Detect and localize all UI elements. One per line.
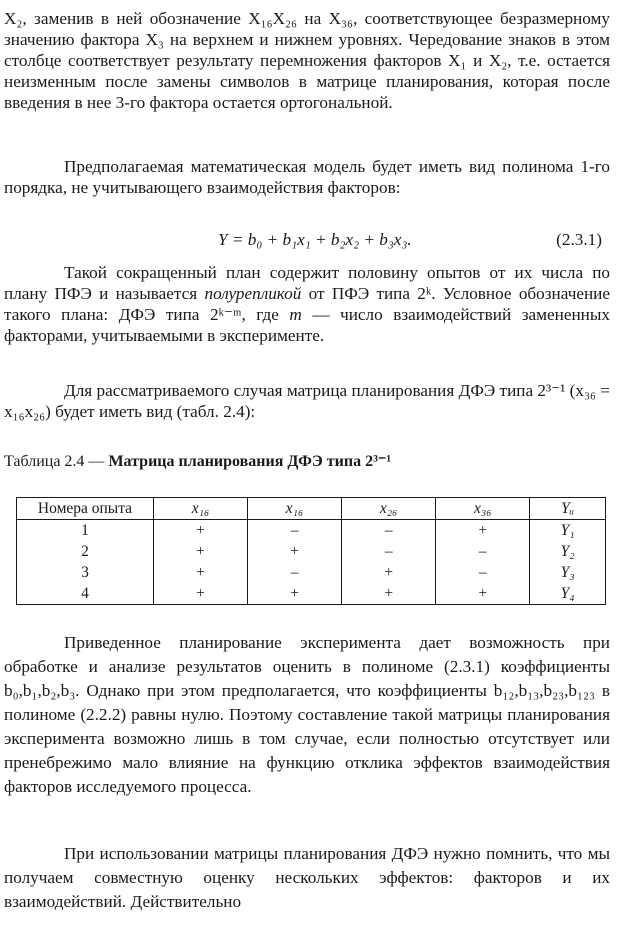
equation-number: (2.3.1) xyxy=(556,230,602,249)
text-run: от ПФЭ типа 2ᵏ. Условное обозначение такого плана: ДФЭ типа 2ᵏ⁻ᵐ, где xyxy=(4,284,610,324)
header-experiment-number: Номера опыта xyxy=(17,498,154,520)
table-cell: 4 xyxy=(17,583,154,605)
header-x3: x₃₆ xyxy=(436,498,530,520)
paragraph-text: Для рассматриваемого случая матрица планирования ДФЭ типа 2³⁻¹ (x₃₆ = x₁₆x₂₆) будет иметь вид (табл. 2.4): xyxy=(4,381,610,421)
table-cell: + xyxy=(154,562,248,583)
paragraph-matrix-intro xyxy=(4,380,610,422)
table-cell: 1 xyxy=(17,520,154,542)
paragraph-text xyxy=(4,262,610,346)
table-cell: + xyxy=(154,541,248,562)
table-cell: Y₄ xyxy=(530,583,606,605)
text-run: — число взаимодействий замененных факторами, учитываемыми в эксперименте. xyxy=(4,305,610,345)
table-cell: + xyxy=(154,583,248,605)
header-x2: x₂₆ xyxy=(342,498,436,520)
table-cell: Y₂ xyxy=(530,541,606,562)
table-row xyxy=(17,562,606,583)
table-row xyxy=(17,583,606,605)
paragraph-factor-replacement xyxy=(4,8,610,113)
table-cell: + xyxy=(154,520,248,542)
table-caption xyxy=(4,451,391,471)
table-cell: – xyxy=(436,562,530,583)
table-cell: 2 xyxy=(17,541,154,562)
paragraph-text: Приведенное планирование эксперимента дает возможность при обработке и анализе результатов оценить в полиноме (2.3.1) коэффициенты b₀,b₁,b₂,b₃. Однако при этом предполагается, что коэффициенты b₁₂,b₁₃,b₂₃,b₁₂₃ в полиноме (2.2.2) равны нулю. Поэтому составление такой матрицы планирования эксперимента возможно лишь в том случае, если полностью отсутствует или пренебрежимо мало влияние на функцию отклика эффектов взаимодействия факторов исследуемого процесса. xyxy=(4,633,610,796)
header-x0: x₁₆ xyxy=(154,498,248,520)
table-cell: – xyxy=(248,520,342,542)
table-header-row xyxy=(17,498,606,520)
variable-m: m xyxy=(289,305,302,324)
term-half-replica: полурепликой xyxy=(204,284,302,303)
table-cell: + xyxy=(342,583,436,605)
equation-expression: Y = b₀ + b₁x₁ + b₂x₂ + b₃x₃. xyxy=(218,230,412,249)
table-row xyxy=(17,520,606,542)
table-cell: – xyxy=(436,541,530,562)
table-cell: + xyxy=(248,541,342,562)
paragraph-model-description xyxy=(4,156,610,198)
table-cell: + xyxy=(342,562,436,583)
header-response: Yᵤ xyxy=(530,498,606,520)
header-x1: x₁₆ xyxy=(248,498,342,520)
table-cell: 3 xyxy=(17,562,154,583)
text-run: Такой сокращенный план содержит половину опытов от их числа по плану ПФЭ и называется xyxy=(4,263,610,303)
table-cell: – xyxy=(342,520,436,542)
table-caption-prefix: Таблица 2.4 — xyxy=(4,453,109,470)
table-cell: + xyxy=(436,520,530,542)
paragraph-joint-estimate xyxy=(4,842,610,914)
paragraph-half-replica xyxy=(4,262,610,346)
equation-2-3-1 xyxy=(4,230,610,252)
paragraph-text: X₂, заменив в ней обозначение X₁₆X₂₆ на X₃₆, соответствующее безразмерному значению фактора X₃ на верхнем и нижнем уровнях. Чередование знаков в этом столбце соответствует результату перемножения факторов X₁ и X₂, т.е. остается неизменным после замены символов в матрице планирования, которая после введения в нее 3-го фактора остается ортогональной. xyxy=(4,9,610,112)
table-cell: – xyxy=(248,562,342,583)
table-cell: Y₁ xyxy=(530,520,606,542)
table-cell: Y₃ xyxy=(530,562,606,583)
table-cell: + xyxy=(248,583,342,605)
table-cell: + xyxy=(436,583,530,605)
table-row xyxy=(17,541,606,562)
table-caption-title: Матрица планирования ДФЭ типа 2³⁻¹ xyxy=(108,453,392,470)
paragraph-text: Предполагаемая математическая модель будет иметь вид полинома 1-го порядка, не учитывающего взаимодействия факторов: xyxy=(4,157,610,197)
paragraph-coefficients xyxy=(4,631,610,799)
paragraph-text: При использовании матрицы планирования ДФЭ нужно помнить, что мы получаем совместную оценку нескольких эффектов: факторов и их взаимодействий. Действительно xyxy=(4,844,610,911)
table-cell: – xyxy=(342,541,436,562)
planning-matrix-table xyxy=(16,497,606,605)
